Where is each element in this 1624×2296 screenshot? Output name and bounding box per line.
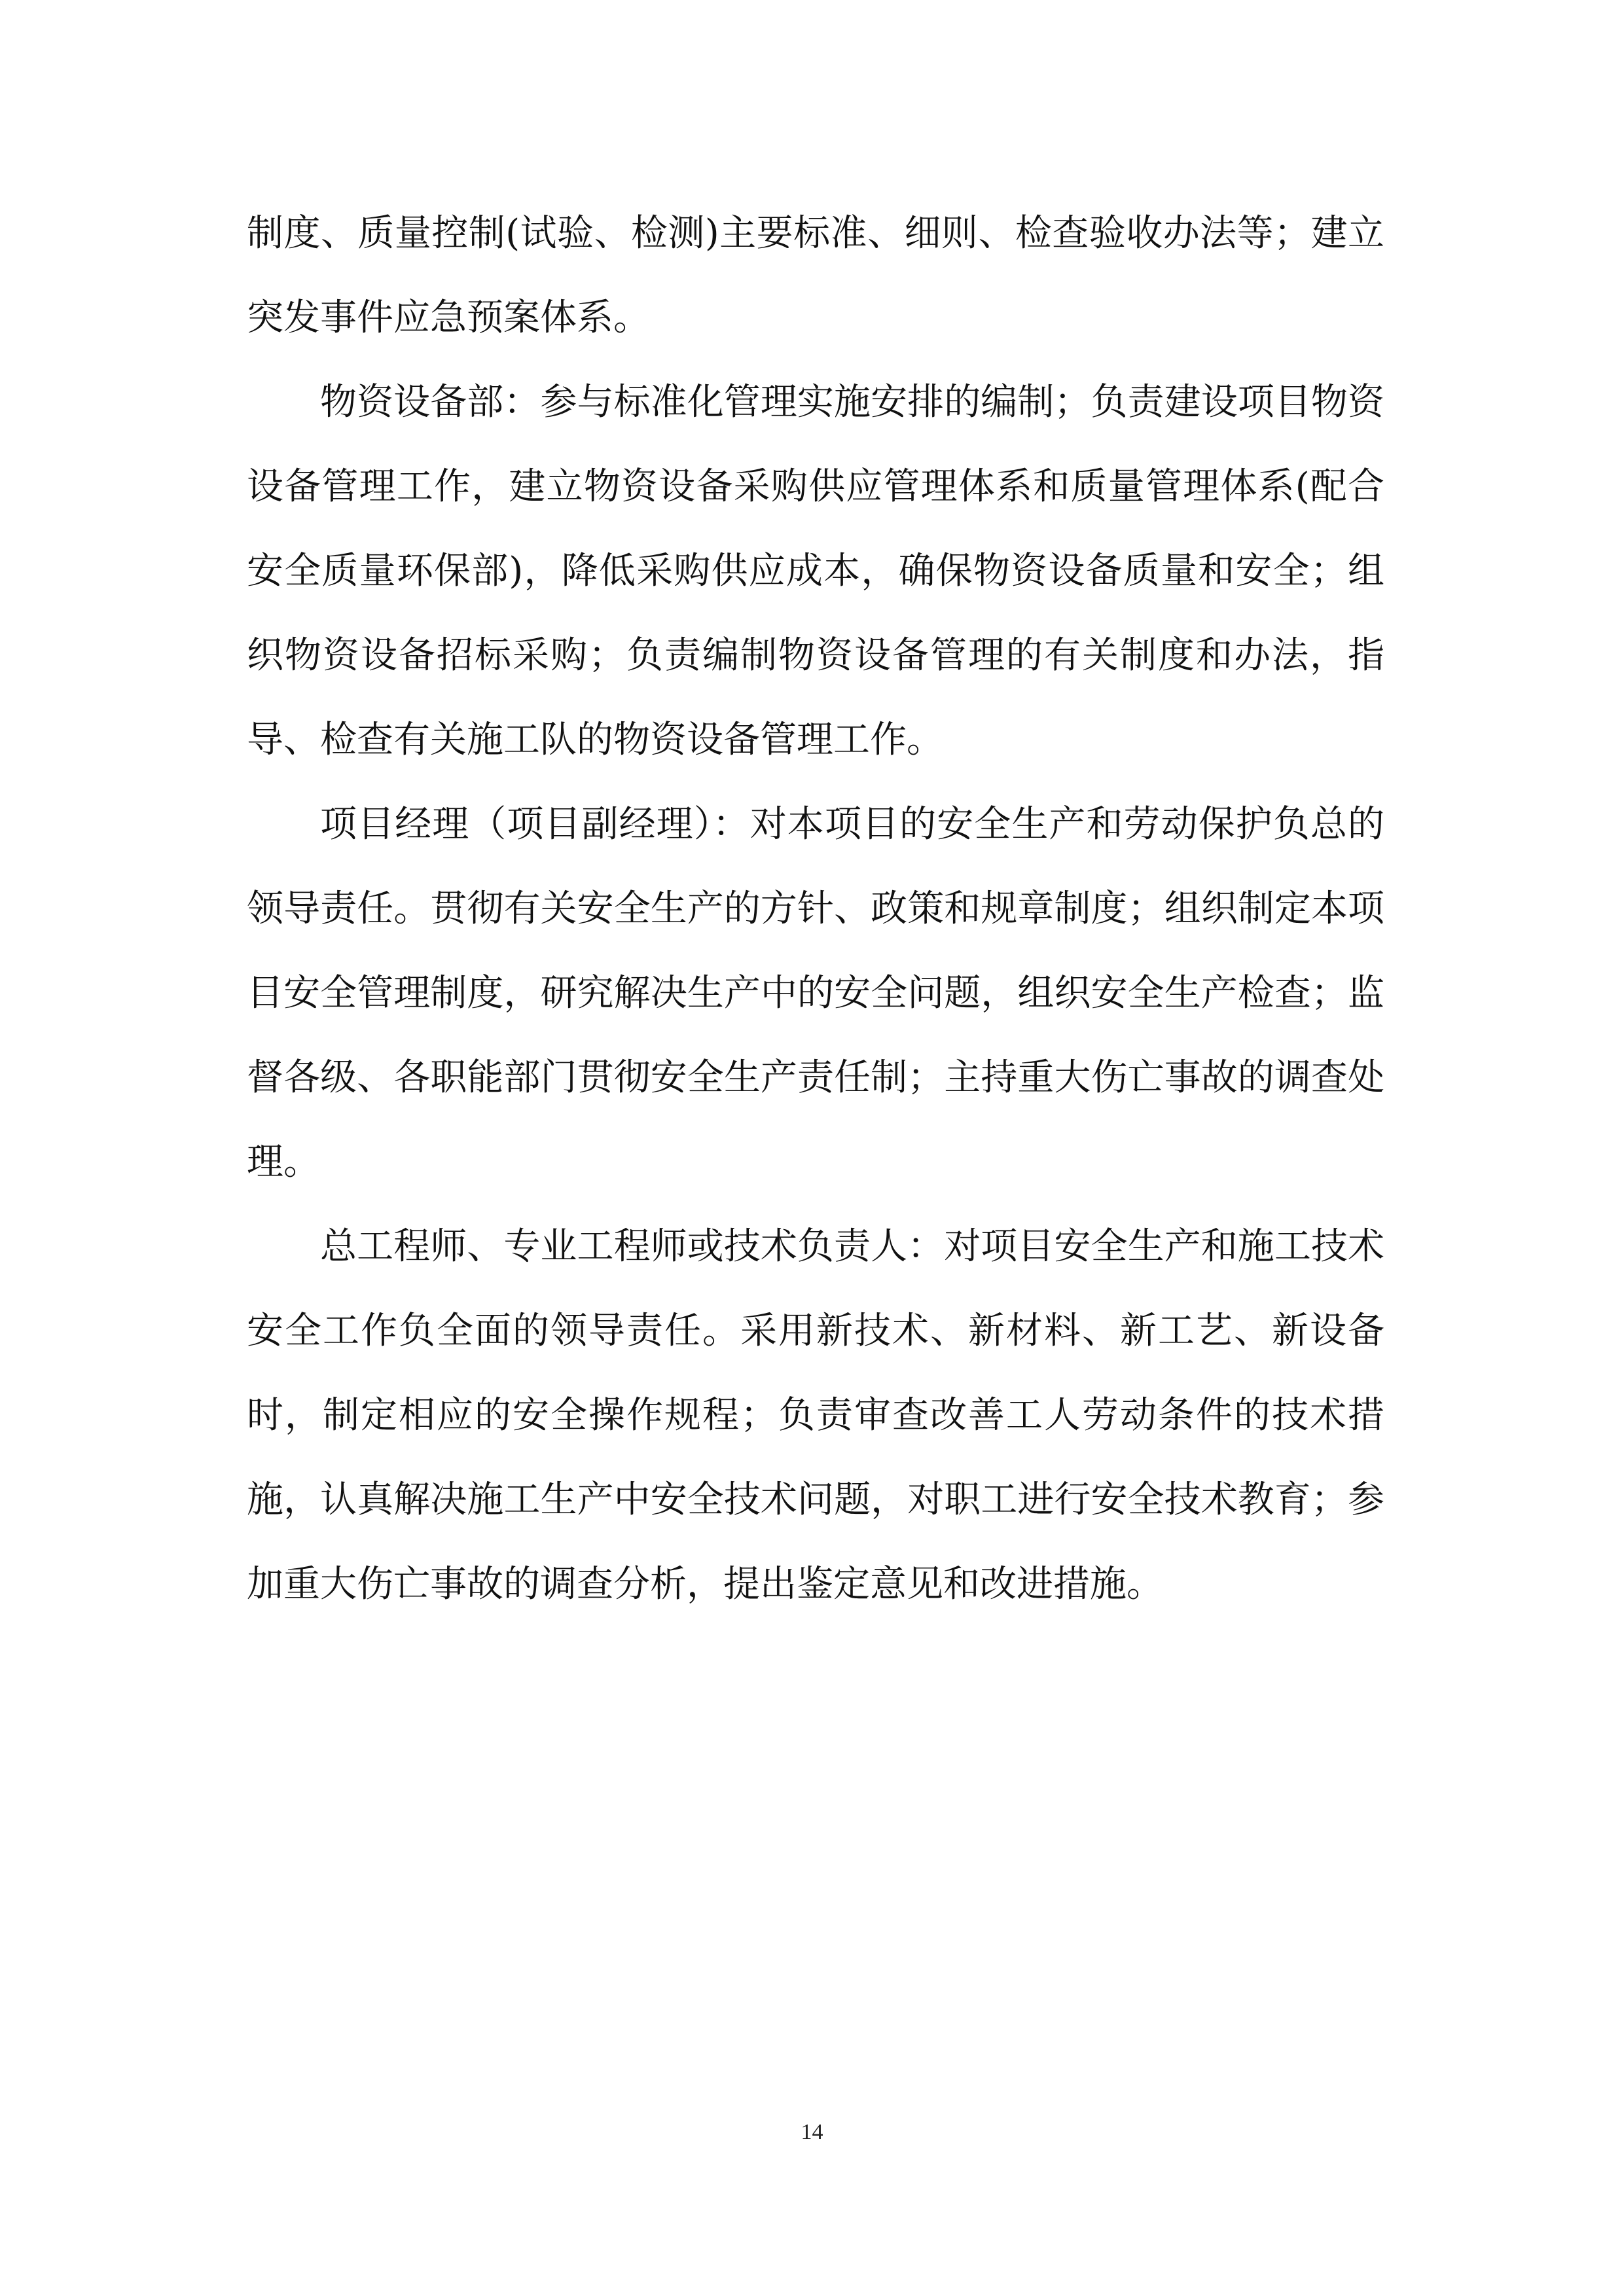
body-text — [247, 191, 1384, 1626]
paragraph-materials-department: 物资设备部：参与标准化管理实施安排的编制；负责建设项目物资设备管理工作，建立物资设备采购供应管理体系和质量管理体系(配合安全质量环保部)，降低采购供应成本，确保物资设备质量和安全；组织物资设备招标采购；负责编制物资设备管理的有关制度和办法，指导、检查有关施工队的物资设备管理工作。 — [247, 381, 1384, 761]
paragraph-project-manager: 项目经理（项目副经理）：对本项目的安全生产和劳动保护负总的领导责任。贯彻有关安全生产的方针、政策和规章制度；组织制定本项目安全管理制度，研究解决生产中的安全问题，组织安全生产检查；监督各级、各职能部门贯彻安全生产责任制；主持重大伤亡事故的调查处理。 — [247, 803, 1384, 1183]
paragraph-chief-engineer: 总工程师、专业工程师或技术负责人：对项目安全生产和施工技术安全工作负全面的领导责任。采用新技术、新材料、新工艺、新设备时，制定相应的安全操作规程；负责审查改善工人劳动条件的技术措施，认真解决施工生产中安全技术问题，对职工进行安全技术教育；参加重大伤亡事故的调查分析，提出鉴定意见和改进措施。 — [247, 1225, 1384, 1605]
paragraph-continuation: 制度、质量控制(试验、检测)主要标准、细则、检查验收办法等；建立突发事件应急预案体系。 — [247, 212, 1384, 339]
page-number: 14 — [801, 2120, 823, 2144]
